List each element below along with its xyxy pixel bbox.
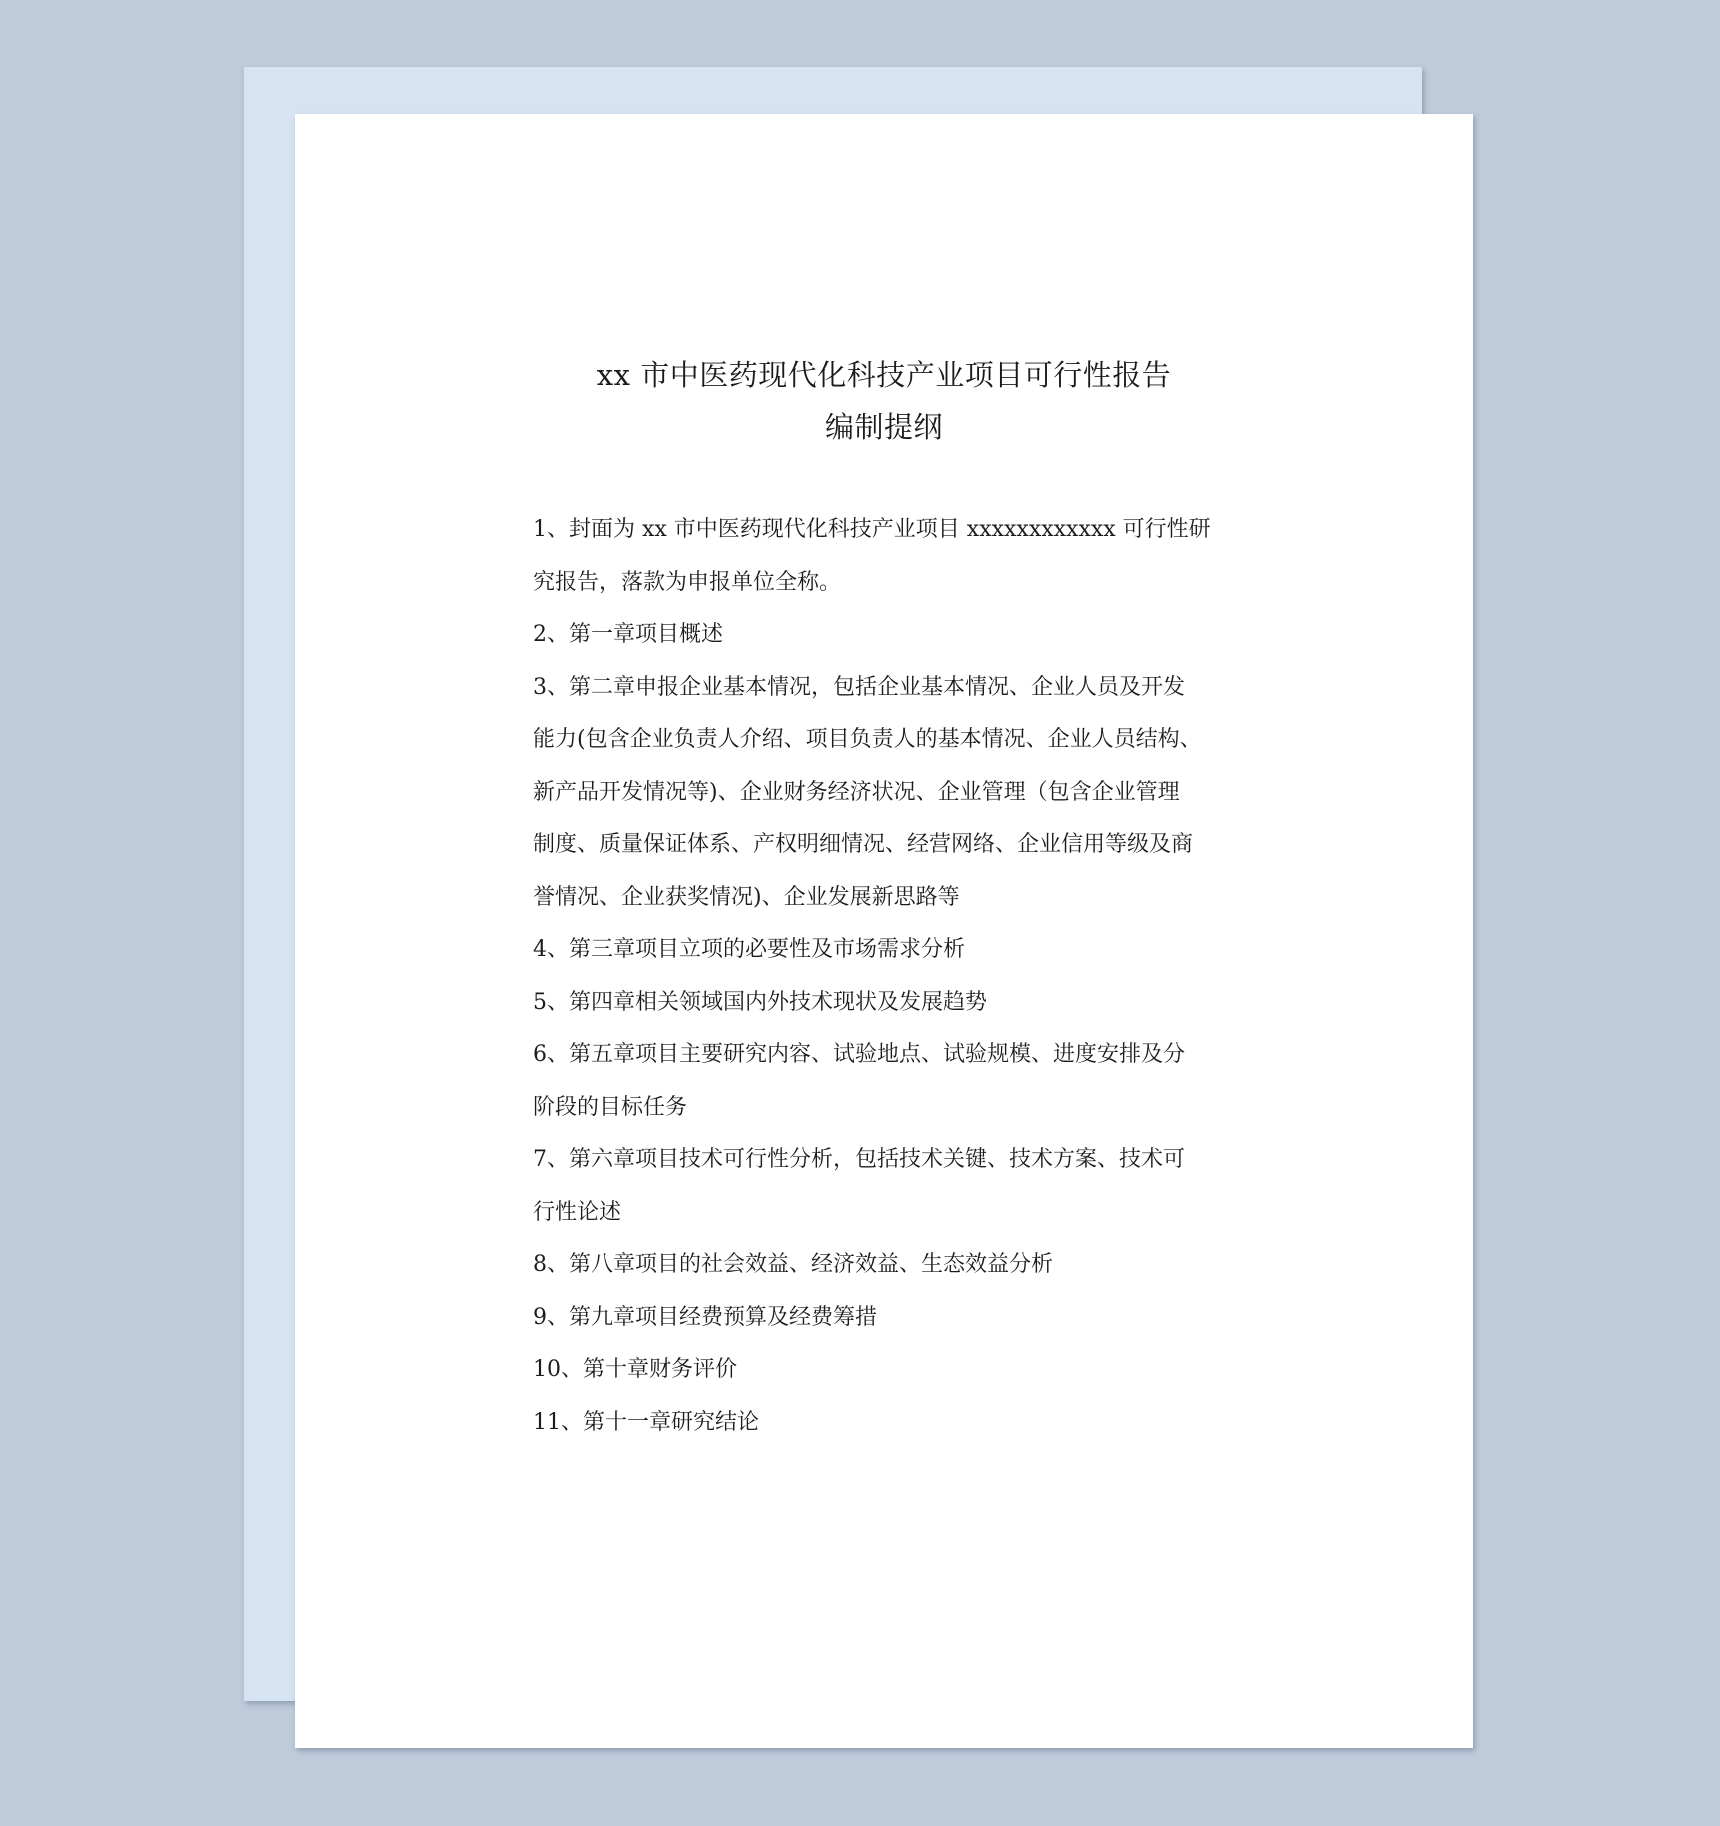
document-title bbox=[295, 349, 1473, 453]
title-line-2: 编制提纲 bbox=[824, 410, 943, 444]
title-line-1: xx 市中医药现代化科技产业项目可行性报告 bbox=[596, 358, 1172, 392]
document-page bbox=[295, 114, 1473, 1748]
outline-item-6: 6、第五章项目主要研究内容、试验地点、试验规模、进度安排及分 阶段的目标任务 bbox=[533, 1042, 1185, 1120]
outline-item-5: 5、第四章相关领域国内外技术现状及发展趋势 bbox=[533, 989, 987, 1015]
outline-item-3: 3、第二章申报企业基本情况，包括企业基本情况、企业人员及开发 能力(包含企业负责人介绍、项目负责人的基本情况、企业人员结构、 新产品开发情况等)、企业财务经济状况、企业管理（包含企业管理 制度、质量保证体系、产权明细情况、经营网络、企业信用等级及商 誉情况、企业获奖情况)、企业发展新思路等 bbox=[533, 674, 1202, 910]
outline-item-2: 2、第一章项目概述 bbox=[533, 622, 723, 647]
outline-item-9: 9、第九章项目经费预算及经费筹措 bbox=[533, 1304, 877, 1330]
outline-item-4: 4、第三章项目立项的必要性及市场需求分析 bbox=[533, 937, 965, 962]
outline-item-11: 11、第十一章研究结论 bbox=[533, 1409, 759, 1435]
outline-item-1: 1、封面为 xx 市中医药现代化科技产业项目 xxxxxxxxxxxx 可行性研 究报告，落款为申报单位全称。 bbox=[533, 517, 1211, 595]
outline-list bbox=[533, 504, 1233, 1449]
outline-item-8: 8、第八章项目的社会效益、经济效益、生态效益分析 bbox=[533, 1252, 1053, 1277]
outline-item-7: 7、第六章项目技术可行性分析，包括技术关键、技术方案、技术可 行性论述 bbox=[533, 1147, 1185, 1225]
outline-item-10: 10、第十章财务评价 bbox=[533, 1357, 737, 1382]
